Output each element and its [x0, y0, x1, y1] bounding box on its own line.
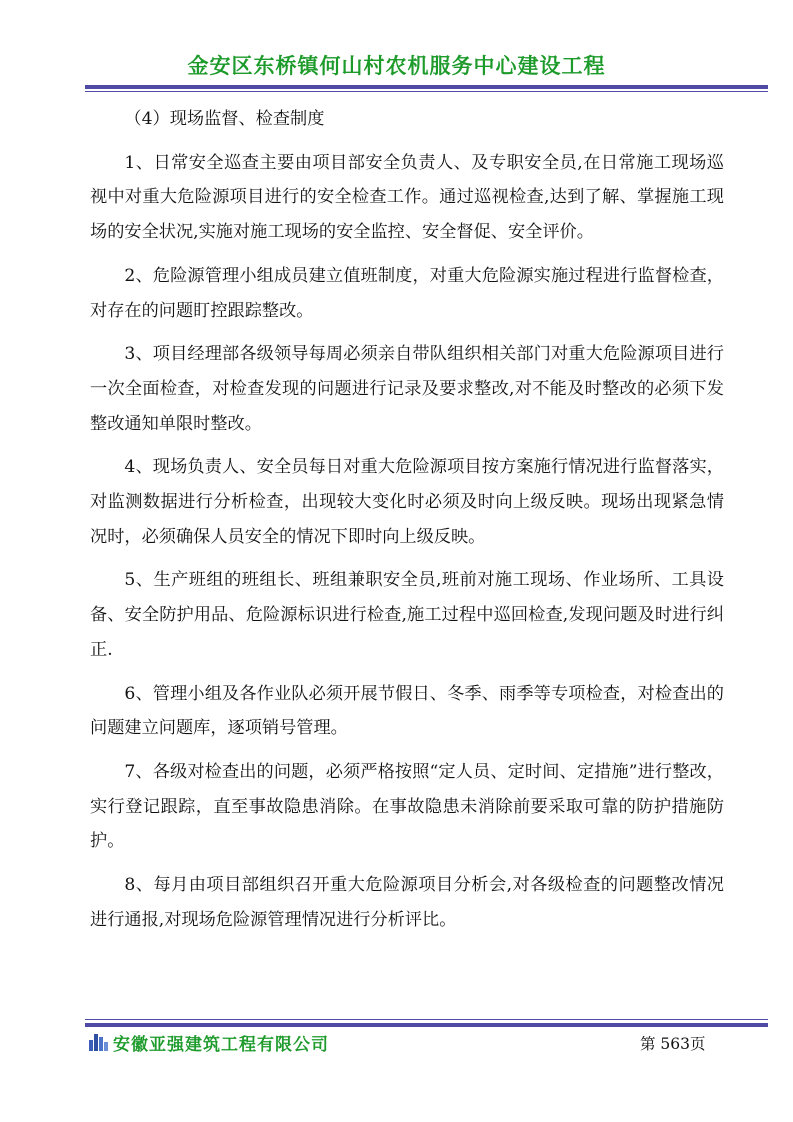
- company-name: 安徽亚强建筑工程有限公司: [113, 1035, 329, 1055]
- list-item: 6、管理小组及各作业队必须开展节假日、冬季、雨季等专项检查，对检查出的问题建立问题库，逐项销号管理。: [90, 683, 724, 739]
- list-item: 7、各级对检查出的问题，必须严格按照“定人员、定时间、定措施”进行整改，实行登记跟踪，直至事故隐患消除。在事故隐患未消除前要采取可靠的防护措施防护。: [90, 761, 724, 852]
- footer-rule-thin: [85, 1019, 768, 1020]
- company-logo-icon: [88, 1030, 110, 1052]
- page-number: 第 563页: [640, 1035, 706, 1053]
- document-body: [90, 102, 724, 937]
- header-rule-thin: [85, 91, 768, 92]
- list-item: 5、生产班组的班组长、班组兼职安全员,班前对施工现场、作业场所、工具设备、安全防护用品、危险源标识进行检查,施工过程中巡回检查,发现问题及时进行纠正.: [90, 570, 724, 660]
- section-heading: （4）现场监督、检查制度: [124, 109, 325, 129]
- list-item: 4、现场负责人、安全员每日对重大危险源项目按方案施行情况进行监督落实，对监测数据进行分析检查，出现较大变化时必须及时向上级反映。现场出现紧急情况时，必须确保人员安全的情况下即时向上级反映。: [90, 457, 724, 547]
- list-item: 2、危险源管理小组成员建立值班制度，对重大危险源实施过程进行监督检查，对存在的问题盯控跟踪整改。: [90, 265, 724, 321]
- list-item: 1、日常安全巡查主要由项目部安全负责人、及专职安全员,在日常施工现场巡视中对重大危险源项目进行的安全检查工作。通过巡视检查,达到了解、掌握施工现场的安全状况,实施对施工现场的安全监控、安全督促、安全评价。: [90, 152, 724, 243]
- list-item: 8、每月由项目部组织召开重大危险源项目分析会,对各级检查的问题整改情况进行通报,对现场危险源管理情况进行分析评比。: [90, 875, 724, 930]
- footer-rule-thick: [85, 1023, 768, 1027]
- project-title: 金安区东桥镇何山村农机服务中心建设工程: [187, 54, 606, 78]
- list-item: 3、项目经理部各级领导每周必须亲自带队组织相关部门对重大危险源项目进行一次全面检查，对检查发现的问题进行记录及要求整改,对不能及时整改的必须下发整改通知单限时整改。: [90, 344, 724, 434]
- header-rule-thick: [85, 85, 768, 89]
